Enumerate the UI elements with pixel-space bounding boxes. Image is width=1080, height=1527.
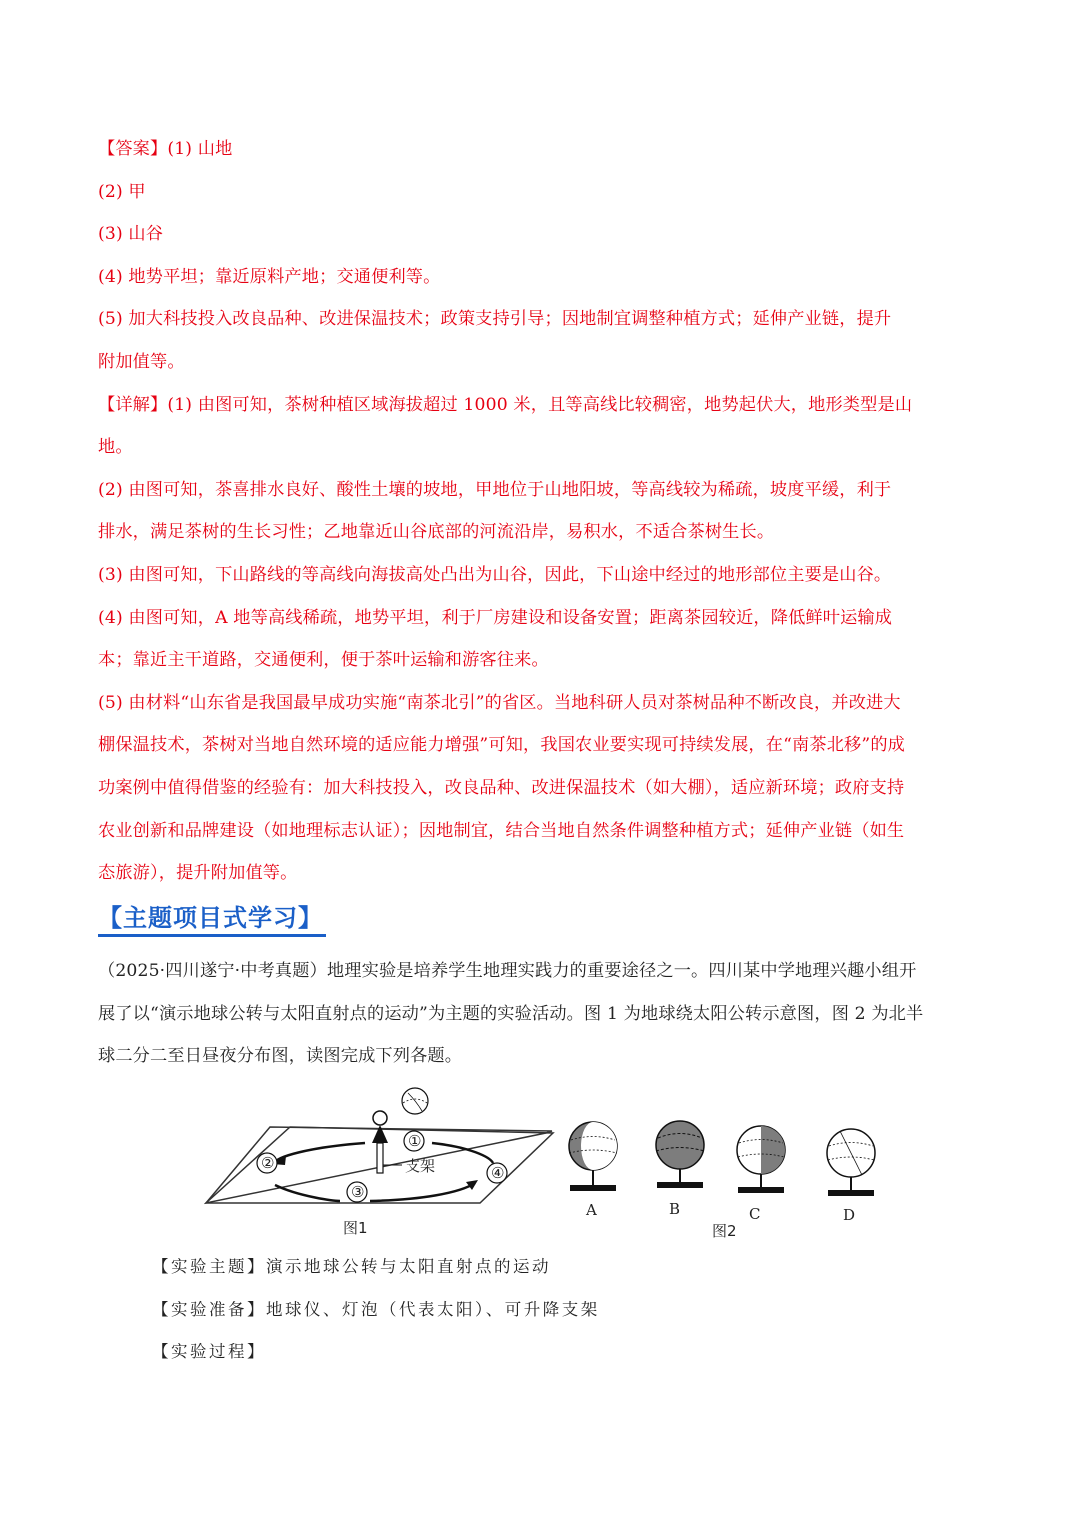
section-title: 【主题项目式学习】 xyxy=(98,904,323,932)
question-line: 展了以“演示地球公转与太阳直射点的运动”为主题的实验活动。图 1 为地球绕太阳公转示意图，图 2 为北半 xyxy=(98,1003,924,1024)
answer-line: (4) 地势平坦；靠近原料产地；交通便利等。 xyxy=(98,266,441,287)
figure2-globes xyxy=(569,1121,875,1240)
globe-base xyxy=(570,1185,616,1191)
answer-line: (5) 加大科技投入改良品种、改进保温技术；政策支持引导；因地制宜调整种植方式；延伸产业链，提升 xyxy=(98,309,892,330)
globe-b-sphere xyxy=(656,1121,704,1169)
explanation-line: 地。 xyxy=(98,437,133,458)
answer-line: (3) 山谷 xyxy=(98,224,164,245)
lamp-shade-icon xyxy=(372,1125,388,1143)
globe-d xyxy=(827,1129,875,1224)
position-label-1: ① xyxy=(408,1132,422,1150)
explanation-line: (3) 由图可知，下山路线的等高线向海拔高处凸出为山谷，因此，下山途中经过的地形部位主要是山谷。 xyxy=(98,564,892,585)
explanation-line: 功案例中值得借鉴的经验有：加大科技投入，改良品种、改进保温技术（如大棚），适应新环境；政府支持 xyxy=(98,777,905,798)
question-section xyxy=(98,950,984,1078)
explanation-line: 【详解】(1) 由图可知，茶树种植区域海拔超过 1000 米，且等高线比较稠密，地势起伏大，地形类型是山 xyxy=(98,394,913,415)
position-label-3: ③ xyxy=(351,1183,365,1201)
globe-label-d: D xyxy=(843,1206,856,1224)
globe-label-b: B xyxy=(669,1200,681,1218)
arrowhead-icon xyxy=(466,1180,478,1190)
globe-a-daylight xyxy=(581,1122,617,1170)
globe-label-a: A xyxy=(586,1201,597,1219)
orbit-arrow-lower-right xyxy=(370,1183,475,1201)
globe-a xyxy=(569,1122,617,1219)
figure2-caption: 图2 xyxy=(712,1222,737,1240)
explanation-line: 态旅游），提升附加值等。 xyxy=(98,863,298,884)
section-title-underline xyxy=(98,934,326,937)
lamp-bulb-icon xyxy=(373,1111,387,1125)
explanation-line: 排水，满足茶树的生长习性；乙地靠近山谷底部的河流沿岸，易积水，不适合茶树生长。 xyxy=(98,522,775,543)
answer-line: (2) 甲 xyxy=(98,181,146,202)
stand-label: 支架 xyxy=(405,1157,436,1175)
question-line: （2025·四川遂宁·中考真题）地理实验是培养学生地理实践力的重要途径之一。四川某中学地理兴趣小组开 xyxy=(98,961,917,981)
experiment-line: 【实验主题】演示地球公转与太阳直射点的运动 xyxy=(152,1257,551,1276)
question-line: 球二分二至日昼夜分布图，读图完成下列各题。 xyxy=(98,1046,463,1067)
answer-line: 【答案】(1) 山地 xyxy=(98,139,233,159)
explanation-line: (4) 由图可知，A 地等高线稀疏，地势平坦，利于厂房建设和设备安置；距离茶园较近，降低鲜叶运输成 xyxy=(98,607,893,628)
globe-base xyxy=(738,1187,784,1193)
experiment-section xyxy=(152,1246,600,1374)
position-label-4: ④ xyxy=(491,1164,505,1182)
orbit-arrow-upper-left xyxy=(275,1143,365,1163)
experiment-line: 【实验过程】 xyxy=(152,1342,266,1362)
globe-c-night xyxy=(761,1126,785,1174)
experiment-line: 【实验准备】地球仪、灯泡（代表太阳）、可升降支架 xyxy=(152,1299,600,1319)
answer-section xyxy=(98,128,984,895)
figure1-orbit-diagram xyxy=(206,1088,553,1237)
globe-label-c: C xyxy=(749,1205,761,1223)
globe-base xyxy=(828,1190,874,1196)
explanation-line: (2) 由图可知，茶喜排水良好、酸性土壤的坡地，甲地位于山地阳坡，等高线较为稀疏，坡度平缓，利于 xyxy=(98,479,892,500)
position-label-2: ② xyxy=(261,1154,275,1172)
figure1-caption: 图1 xyxy=(343,1219,368,1237)
explanation-line: 本；靠近主干道路，交通便利，便于茶叶运输和游客往来。 xyxy=(98,650,549,671)
stand-pole xyxy=(377,1143,383,1173)
answer-line: 附加值等。 xyxy=(98,351,185,372)
globe-b xyxy=(656,1121,704,1218)
explanation-line: 棚保温技术，茶树对当地自然环境的适应能力增强”可知，我国农业要实现可持续发展，在“南茶北移”的成 xyxy=(98,735,906,756)
experiment-figure xyxy=(200,1085,900,1245)
explanation-line: (5) 由材料“山东省是我国最早成功实施“南茶北引”的省区。当地科研人员对茶树品种不断改良，并改进大 xyxy=(98,692,901,713)
globe-c xyxy=(737,1126,785,1223)
explanation-line: 农业创新和品牌建设（如地理标志认证）；因地制宜，结合当地自然条件调整种植方式；延伸产业链（如生 xyxy=(98,820,905,841)
globe-base xyxy=(657,1182,703,1188)
